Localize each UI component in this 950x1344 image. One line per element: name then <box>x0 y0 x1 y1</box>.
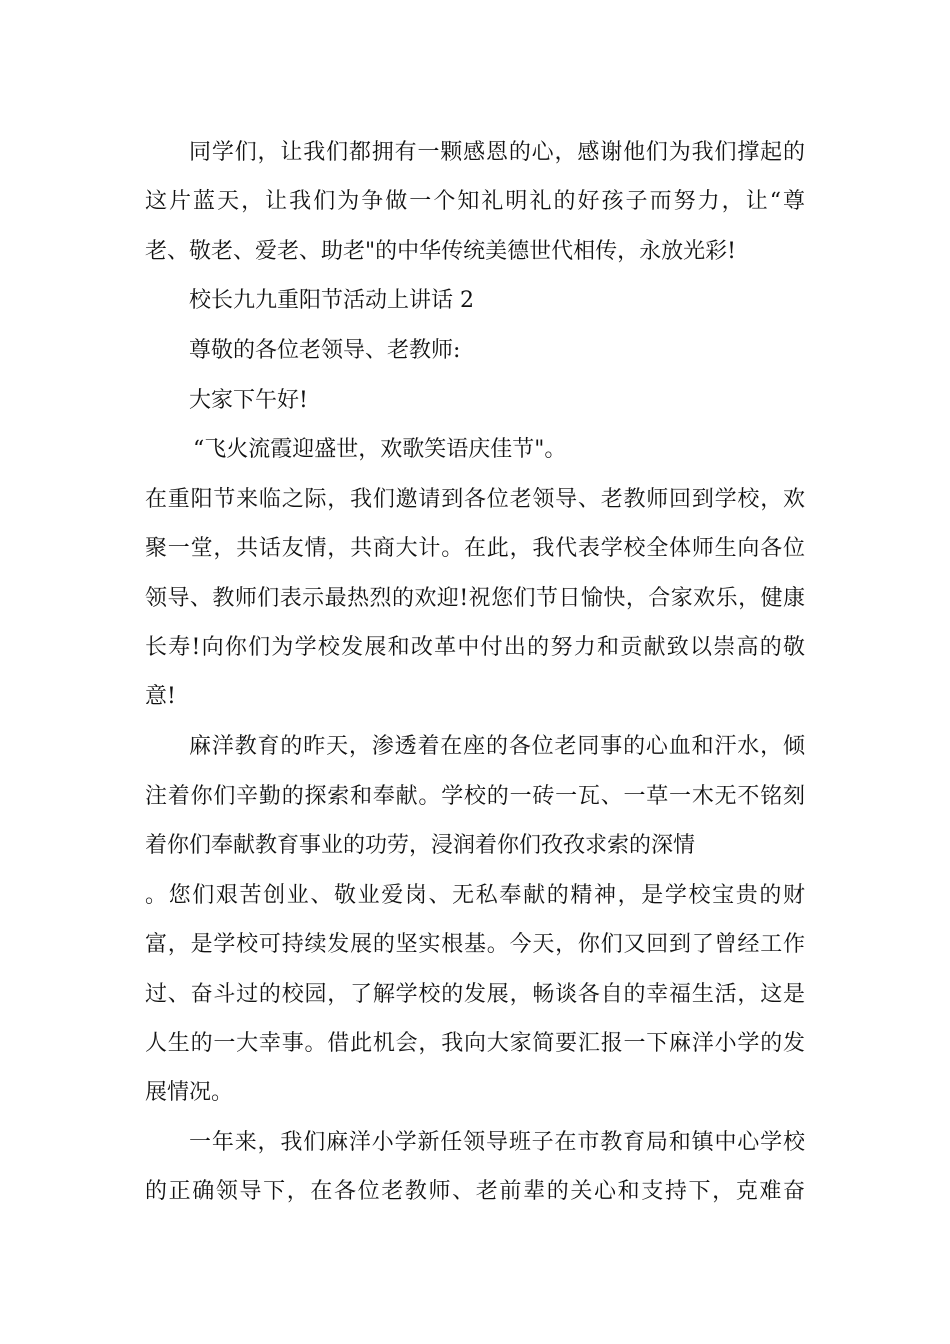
paragraph-line-16: 。您们艰苦创业、敬业爱岗、无私奉献的精神，是学校宝贵的财 <box>145 883 805 908</box>
paragraph-line-18: 过、奋斗过的校园，了解学校的发展，畅谈各自的幸福生活，这是 <box>145 982 805 1007</box>
paragraph-line-20: 展情况。 <box>145 1080 234 1105</box>
paragraph-line-2: 这片蓝天，让我们为争做一个知礼明礼的好孩子而努力，让“尊 <box>145 189 805 214</box>
greeting-line: 大家下午好! <box>189 388 308 413</box>
paragraph-line-15: 着你们奉献教育事业的功劳，浸润着你们孜孜求索的深情 <box>145 833 696 858</box>
paragraph-line-10: 领导、教师们表示最热烈的欢迎!祝您们节日愉快，合家欢乐，健康 <box>145 586 805 611</box>
paragraph-line-17: 富，是学校可持续发展的坚实根基。今天，你们又回到了曾经工作 <box>145 932 805 957</box>
paragraph-line-19: 人生的一大幸事。借此机会，我向大家简要汇报一下麻洋小学的发 <box>145 1031 805 1056</box>
paragraph-line-8: 在重阳节来临之际，我们邀请到各位老领导、老教师回到学校，欢 <box>145 487 805 512</box>
paragraph-line-14: 注着你们辛勤的探索和奉献。学校的一砖一瓦、一草一木无不铭刻 <box>145 784 805 809</box>
quote-line: “飞火流霞迎盛世，欢歌笑语庆佳节"。 <box>193 437 567 462</box>
section-heading: 校长九九重阳节活动上讲话 2 <box>189 288 474 313</box>
paragraph-line-21: 一年来，我们麻洋小学新任领导班子在市教育局和镇中心学校 <box>189 1130 805 1155</box>
paragraph-line-9: 聚一堂，共话友情，共商大计。在此，我代表学校全体师生向各位 <box>145 536 805 561</box>
paragraph-line-12: 意! <box>145 684 176 709</box>
paragraph-line-22: 的正确领导下，在各位老教师、老前辈的关心和支持下，克难奋 <box>145 1179 805 1204</box>
paragraph-line-11: 长寿!向你们为学校发展和改革中付出的努力和贡献致以崇高的敬 <box>145 635 805 660</box>
paragraph-line-3: 老、敬老、爱老、助老"的中华传统美德世代相传，永放光彩! <box>145 239 736 264</box>
paragraph-line-1: 同学们，让我们都拥有一颗感恩的心，感谢他们为我们撑起的 <box>189 140 805 165</box>
salutation-line: 尊敬的各位老领导、老教师: <box>189 338 461 363</box>
paragraph-line-13: 麻洋教育的昨天，渗透着在座的各位老同事的心血和汗水，倾 <box>189 734 805 759</box>
